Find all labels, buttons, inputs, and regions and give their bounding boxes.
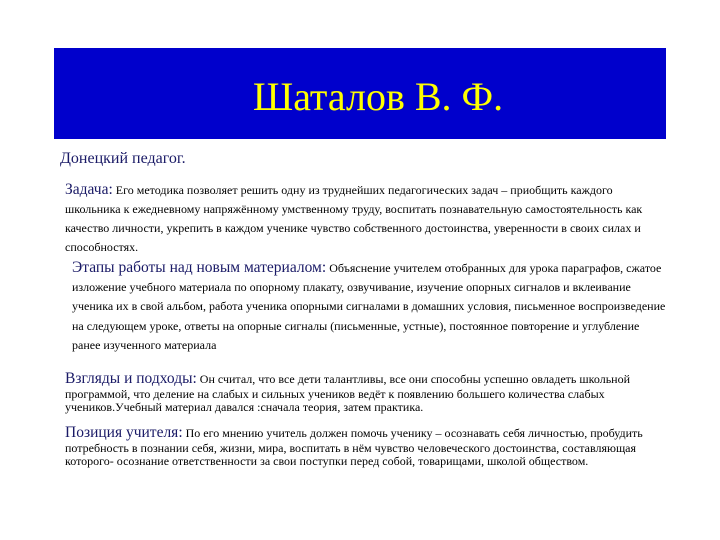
section-text: Он считал, что все дети талантливы, все они способны успешно овладеть школьной программой, что деление на слабых и сильных учеников ведёт к появлению большего количества слабых учеников.Учебный материал давался :сначала теория, затем практика. bbox=[65, 372, 631, 414]
slide-title: Шаталов В. Ф. bbox=[252, 73, 504, 119]
section-teacher-position bbox=[65, 424, 665, 468]
section-heading: Задача: bbox=[65, 181, 113, 198]
section-stages bbox=[72, 258, 668, 355]
section-task bbox=[65, 180, 670, 257]
section-text: Объяснение учителем отобранных для урока параграфов, сжатое изложение учебного материала по опорному плакату, озвучивание, изучение опорных сигналов и вклеивание ученика их в свой альбом, работа ученика опорными сигналами в домашних условия, письменное воспроизведение на следующем уроке, ответы на опорные сигналы (письменные, устные), постоянное повторение и углубление ранее изученного материала bbox=[72, 261, 666, 352]
section-heading: Позиция учителя: bbox=[65, 424, 183, 441]
section-text: По его мнению учитель должен помочь ученику – осознавать себя личностью, пробудить потребность в познании себя, жизни, мира, воспитать в нём чувство человеческого достоинства, составляющая которого- осознание ответственности за свои поступки перед собой, товарищами, школой обществом. bbox=[65, 426, 643, 468]
title-band bbox=[54, 48, 666, 139]
section-text: Его методика позволяет решить одну из труднейших педагогических задач – приобщить каждого школьника к ежедневному напряжённому умственному труду, воспитать познавательную самостоятельность как качество личности, укрепить в каждом ученике чувство собственного достоинства, уверенности в своих силах и способностях. bbox=[65, 183, 643, 254]
slide-subtitle: Донецкий педагог. bbox=[60, 150, 186, 167]
section-heading: Взгляды и подходы: bbox=[65, 370, 197, 387]
section-heading: Этапы работы над новым материалом: bbox=[72, 259, 327, 276]
section-views bbox=[65, 370, 675, 414]
